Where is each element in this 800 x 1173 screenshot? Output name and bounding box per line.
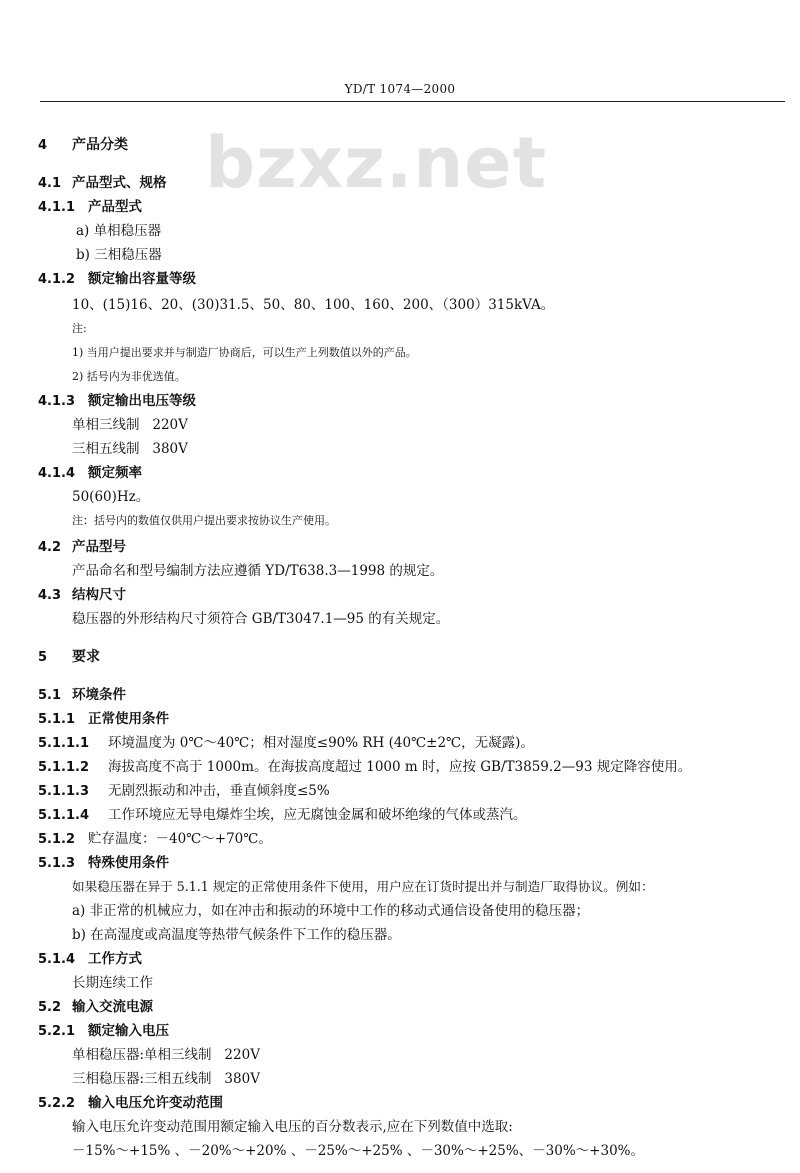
list-item: b) 在高湿度或高温度等热带气候条件下工作的稳压器。 bbox=[72, 927, 401, 943]
section-text: 贮存温度：－40℃～+70℃。 bbox=[88, 831, 272, 847]
section-4-1-heading bbox=[38, 174, 167, 193]
section-number: 5.1 bbox=[38, 688, 62, 703]
section-title: 特殊使用条件 bbox=[88, 855, 169, 871]
list-item: a) 单相稳压器 bbox=[76, 223, 162, 239]
paragraph: 输入电压允许变动范围用额定输入电压的百分数表示,应在下列数值中选取: bbox=[72, 1119, 513, 1135]
section-5-2-2-heading bbox=[38, 1094, 223, 1113]
section-5-heading bbox=[38, 648, 100, 667]
paragraph: 三相稳压器:三相五线制 380V bbox=[72, 1071, 260, 1087]
section-5-1-heading bbox=[38, 686, 126, 705]
section-title: 产品型式 bbox=[88, 199, 142, 215]
section-title: 工作方式 bbox=[88, 951, 142, 967]
section-5-1-1-2 bbox=[38, 758, 691, 777]
section-5-2-1-heading bbox=[38, 1022, 169, 1041]
paragraph: 50(60)Hz。 bbox=[72, 489, 150, 505]
section-number: 4.1.3 bbox=[38, 394, 76, 409]
list-item: b) 三相稳压器 bbox=[76, 247, 162, 263]
section-title: 额定频率 bbox=[88, 465, 142, 481]
section-5-2-heading bbox=[38, 998, 153, 1017]
note-item: 注：括号内的数值仅供用户提出要求按协议生产使用。 bbox=[72, 514, 336, 527]
section-number: 4.2 bbox=[38, 540, 62, 555]
section-5-1-1-1 bbox=[38, 734, 534, 753]
section-number: 5.1.1.1 bbox=[38, 736, 89, 751]
section-5-1-2 bbox=[38, 830, 272, 849]
section-title: 产品分类 bbox=[72, 137, 128, 153]
section-number: 5.1.3 bbox=[38, 856, 76, 871]
section-5-1-3-heading bbox=[38, 854, 169, 873]
paragraph: 稳压器的外形结构尺寸须符合 GB/T3047.1—95 的有关规定。 bbox=[72, 611, 450, 627]
section-number: 5.1.1.2 bbox=[38, 760, 89, 775]
section-4-1-1-heading bbox=[38, 198, 142, 217]
section-title: 输入电压允许变动范围 bbox=[88, 1095, 223, 1111]
section-5-1-1-4 bbox=[38, 806, 527, 825]
section-number: 5 bbox=[38, 650, 48, 665]
section-text: 海拔高度不高于 1000m。在海拔高度超过 1000 m 时，应按 GB/T3859.2—93 规定降容使用。 bbox=[108, 759, 692, 775]
section-text: 无剧烈振动和冲击，垂直倾斜度≤5% bbox=[108, 783, 330, 799]
note-label: 注: bbox=[72, 322, 87, 335]
section-4-1-2-heading bbox=[38, 270, 196, 289]
section-number: 5.2.1 bbox=[38, 1024, 76, 1039]
paragraph: 长期连续工作 bbox=[72, 975, 153, 991]
section-title: 额定输入电压 bbox=[88, 1023, 169, 1039]
paragraph: 三相五线制 380V bbox=[72, 441, 188, 457]
section-number: 5.1.1.3 bbox=[38, 784, 89, 799]
section-number: 5.1.2 bbox=[38, 832, 76, 847]
section-number: 4 bbox=[38, 138, 48, 153]
standard-number-header: YD/T 1074—2000 bbox=[344, 82, 456, 96]
section-4-2-heading bbox=[38, 538, 126, 557]
section-title: 正常使用条件 bbox=[88, 711, 169, 727]
section-title: 产品型号 bbox=[72, 539, 126, 555]
paragraph: 单相稳压器:单相三线制 220V bbox=[72, 1047, 260, 1063]
section-5-1-1-heading bbox=[38, 710, 169, 729]
section-title: 额定输出电压等级 bbox=[88, 393, 196, 409]
paragraph: 单相三线制 220V bbox=[72, 417, 188, 433]
section-number: 4.3 bbox=[38, 588, 62, 603]
section-number: 5.1.1.4 bbox=[38, 808, 89, 823]
section-title: 结构尺寸 bbox=[72, 587, 126, 603]
section-4-heading bbox=[38, 136, 128, 155]
section-title: 输入交流电源 bbox=[72, 999, 153, 1015]
section-4-3-heading bbox=[38, 586, 126, 605]
section-number: 5.2 bbox=[38, 1000, 62, 1015]
section-4-1-3-heading bbox=[38, 392, 196, 411]
section-4-1-4-heading bbox=[38, 464, 142, 483]
section-text: 工作环境应无导电爆炸尘埃，应无腐蚀金属和破坏绝缘的气体或蒸汽。 bbox=[108, 807, 527, 823]
watermark-text: bzxz.net bbox=[205, 122, 548, 204]
section-number: 4.1 bbox=[38, 176, 62, 191]
section-number: 5.2.2 bbox=[38, 1096, 76, 1111]
section-number: 4.1.1 bbox=[38, 200, 76, 215]
paragraph: 10、(15)16、20、(30)31.5、50、80、100、160、200、（300）315kVA。 bbox=[72, 297, 555, 313]
list-item: a) 非正常的机械应力，如在冲击和振动的环境中工作的移动式通信设备使用的稳压器； bbox=[72, 903, 590, 919]
section-5-1-1-3 bbox=[38, 782, 330, 801]
section-number: 4.1.2 bbox=[38, 272, 76, 287]
section-number: 5.1.4 bbox=[38, 952, 76, 967]
section-title: 额定输出容量等级 bbox=[88, 271, 196, 287]
note-item: 2) 括号内为非优选值。 bbox=[72, 370, 186, 383]
paragraph: 如果稳压器在异于 5.1.1 规定的正常使用条件下使用，用户应在订货时提出并与制造厂取得协议。例如： bbox=[72, 879, 654, 894]
note-item: 1) 当用户提出要求并与制造厂协商后，可以生产上列数值以外的产品。 bbox=[72, 346, 417, 359]
section-text: 环境温度为 0℃～40℃；相对湿度≤90% RH (40℃±2℃，无凝露)。 bbox=[108, 735, 534, 751]
section-number: 4.1.4 bbox=[38, 466, 76, 481]
section-title: 产品型式、规格 bbox=[72, 175, 167, 191]
section-5-1-4-heading bbox=[38, 950, 142, 969]
section-title: 环境条件 bbox=[72, 687, 126, 703]
section-number: 5.1.1 bbox=[38, 712, 76, 727]
value-range-list: －15%～+15% 、－20%～+20% 、－25%～+25% 、－30%～+25%、－30%～+30%。 bbox=[72, 1143, 644, 1159]
section-title: 要求 bbox=[72, 649, 100, 665]
paragraph: 产品命名和型号编制方法应遵循 YD/T638.3—1998 的规定。 bbox=[72, 563, 444, 579]
